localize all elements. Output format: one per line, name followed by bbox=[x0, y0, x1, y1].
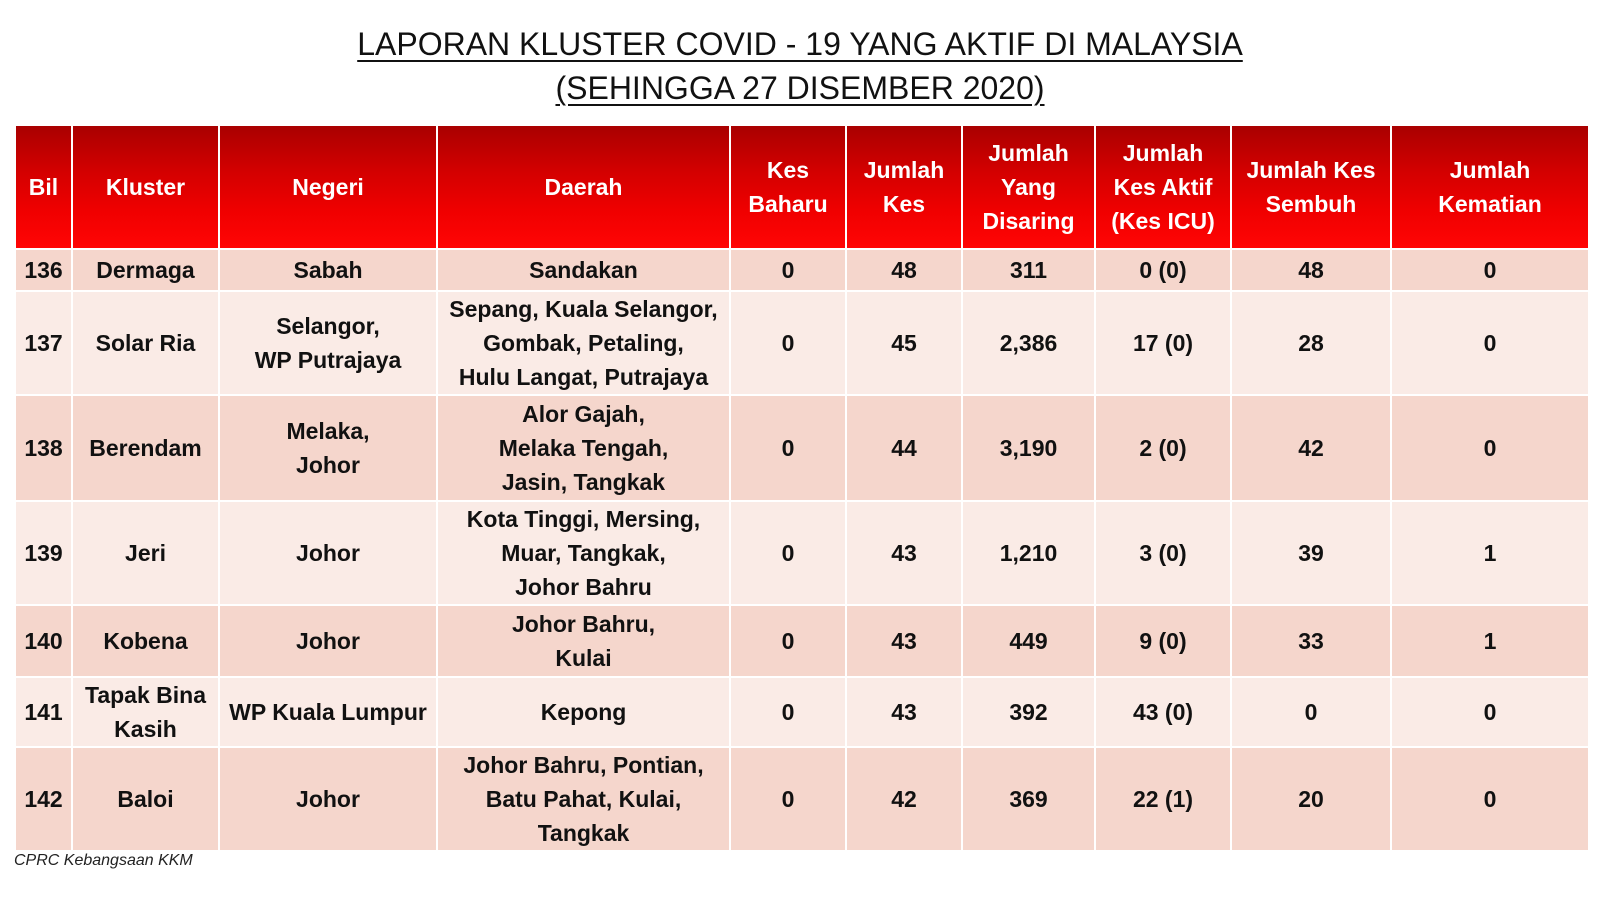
cell-sembuh: 20 bbox=[1231, 747, 1391, 851]
cell-daerah bbox=[437, 291, 730, 395]
cell-sembuh: 0 bbox=[1231, 677, 1391, 747]
cell-disaring: 311 bbox=[962, 249, 1095, 291]
report-title bbox=[0, 22, 1600, 110]
cell-kluster bbox=[72, 605, 219, 677]
cell-kes-baharu: 0 bbox=[730, 249, 846, 291]
cell-bil: 141 bbox=[15, 677, 72, 747]
cell-bil: 139 bbox=[15, 501, 72, 605]
cell-sembuh: 48 bbox=[1231, 249, 1391, 291]
header-kluster: Kluster bbox=[72, 125, 219, 249]
cell-aktif: 0 (0) bbox=[1095, 249, 1231, 291]
cell-text-line: Selangor, bbox=[276, 313, 380, 339]
cell-daerah bbox=[437, 501, 730, 605]
cell-text-line: Kes bbox=[766, 157, 810, 183]
cell-text-line: WP Putrajaya bbox=[254, 347, 402, 373]
cell-text-line: Baharu bbox=[748, 191, 828, 217]
cluster-table bbox=[14, 124, 1590, 852]
cell-bil: 142 bbox=[15, 747, 72, 851]
cell-text-line: Kota Tinggi, Mersing, bbox=[466, 506, 701, 532]
table-row bbox=[15, 249, 1589, 291]
cell-jumlah-kes: 45 bbox=[846, 291, 962, 395]
table-row bbox=[15, 747, 1589, 851]
header-jumlah-kematian bbox=[1391, 125, 1589, 249]
cell-text-line: WP Kuala Lumpur bbox=[229, 699, 427, 725]
cell-negeri bbox=[219, 395, 437, 501]
cell-text-line: Solar Ria bbox=[95, 330, 196, 356]
cell-negeri bbox=[219, 605, 437, 677]
cell-text-line: Jumlah bbox=[863, 157, 945, 183]
cell-text-line: Kematian bbox=[1438, 191, 1542, 217]
cell-text-line: Johor Bahru bbox=[515, 574, 652, 600]
cell-jumlah-kes: 43 bbox=[846, 501, 962, 605]
cell-sembuh: 42 bbox=[1231, 395, 1391, 501]
cell-jumlah-kes: 43 bbox=[846, 677, 962, 747]
cell-text-line: Melaka, bbox=[286, 418, 370, 444]
cell-daerah bbox=[437, 677, 730, 747]
cell-text-line: Melaka Tengah, bbox=[498, 435, 669, 461]
cell-text-line: Sandakan bbox=[529, 257, 638, 283]
cell-text-line: Jumlah bbox=[1449, 157, 1531, 183]
cell-aktif: 22 (1) bbox=[1095, 747, 1231, 851]
cell-text-line: Johor Bahru, bbox=[511, 611, 656, 637]
cell-text-line: Kepong bbox=[540, 699, 627, 725]
cell-text-line: Tangkak bbox=[537, 820, 630, 846]
title-line-1: LAPORAN KLUSTER COVID - 19 YANG AKTIF DI MALAYSIA bbox=[357, 26, 1243, 62]
cell-disaring: 392 bbox=[962, 677, 1095, 747]
source-note: CPRC Kebangsaan KKM bbox=[14, 852, 193, 869]
cell-jumlah-kes: 44 bbox=[846, 395, 962, 501]
cell-text-line: Jasin, Tangkak bbox=[501, 469, 666, 495]
cell-text-line: Kasih bbox=[114, 716, 177, 742]
cell-disaring: 1,210 bbox=[962, 501, 1095, 605]
cell-kematian: 1 bbox=[1391, 605, 1589, 677]
cell-kematian: 0 bbox=[1391, 291, 1589, 395]
cell-jumlah-kes: 42 bbox=[846, 747, 962, 851]
cell-kes-baharu: 0 bbox=[730, 291, 846, 395]
cell-kluster bbox=[72, 395, 219, 501]
header-jumlah-sembuh bbox=[1231, 125, 1391, 249]
cell-text-line: Kobena bbox=[103, 628, 188, 654]
cell-text-line: Batu Pahat, Kulai, bbox=[485, 786, 682, 812]
cell-kluster bbox=[72, 747, 219, 851]
header-jumlah-disaring bbox=[962, 125, 1095, 249]
cell-bil: 136 bbox=[15, 249, 72, 291]
header-jumlah-kes bbox=[846, 125, 962, 249]
cell-negeri bbox=[219, 677, 437, 747]
cell-text-line: Sepang, Kuala Selangor, bbox=[449, 296, 718, 322]
cell-text-line: Johor bbox=[296, 540, 360, 566]
cell-kes-baharu: 0 bbox=[730, 605, 846, 677]
cell-kes-baharu: 0 bbox=[730, 747, 846, 851]
cell-sembuh: 28 bbox=[1231, 291, 1391, 395]
cell-text-line: Berendam bbox=[89, 435, 202, 461]
cell-text-line: Baloi bbox=[117, 786, 174, 812]
cell-disaring: 369 bbox=[962, 747, 1095, 851]
cell-kluster bbox=[72, 249, 219, 291]
cell-text-line: Disaring bbox=[982, 208, 1075, 234]
header-negeri: Negeri bbox=[219, 125, 437, 249]
cell-bil: 138 bbox=[15, 395, 72, 501]
header-bil: Bil bbox=[15, 125, 72, 249]
table-row bbox=[15, 501, 1589, 605]
cell-text-line: Jumlah bbox=[988, 140, 1069, 166]
cell-kematian: 0 bbox=[1391, 677, 1589, 747]
cell-disaring: 3,190 bbox=[962, 395, 1095, 501]
cell-text-line: Hulu Langat, Putrajaya bbox=[458, 364, 709, 390]
cell-text-line: Alor Gajah, bbox=[522, 401, 645, 427]
cell-text-line: Kes Aktif bbox=[1113, 174, 1213, 200]
cell-daerah bbox=[437, 605, 730, 677]
cell-text-line: Sabah bbox=[293, 257, 363, 283]
cell-text-line: Jumlah bbox=[1122, 140, 1204, 166]
cell-kes-baharu: 0 bbox=[730, 501, 846, 605]
cell-bil: 140 bbox=[15, 605, 72, 677]
cell-text-line: Jeri bbox=[125, 540, 166, 566]
cell-kluster bbox=[72, 291, 219, 395]
cell-aktif: 9 (0) bbox=[1095, 605, 1231, 677]
cell-aktif: 2 (0) bbox=[1095, 395, 1231, 501]
cell-text-line: Kulai bbox=[555, 645, 612, 671]
cell-disaring: 449 bbox=[962, 605, 1095, 677]
cell-negeri bbox=[219, 249, 437, 291]
header-kes-baharu bbox=[730, 125, 846, 249]
cell-kematian: 0 bbox=[1391, 747, 1589, 851]
cell-jumlah-kes: 48 bbox=[846, 249, 962, 291]
cell-text-line: Sembuh bbox=[1265, 191, 1357, 217]
table-row bbox=[15, 605, 1589, 677]
cell-text-line: Jumlah Kes bbox=[1246, 157, 1376, 183]
cell-negeri bbox=[219, 747, 437, 851]
cell-aktif: 17 (0) bbox=[1095, 291, 1231, 395]
cell-bil: 137 bbox=[15, 291, 72, 395]
table-row bbox=[15, 395, 1589, 501]
cell-kematian: 0 bbox=[1391, 395, 1589, 501]
cell-text-line: Kes bbox=[882, 191, 926, 217]
cell-negeri bbox=[219, 501, 437, 605]
cell-aktif: 3 (0) bbox=[1095, 501, 1231, 605]
cell-text-line: Muar, Tangkak, bbox=[501, 540, 666, 566]
cell-kematian: 0 bbox=[1391, 249, 1589, 291]
cell-text-line: Yang bbox=[1001, 174, 1056, 200]
cell-text-line: (Kes ICU) bbox=[1111, 208, 1215, 234]
table-row bbox=[15, 291, 1589, 395]
header-daerah: Daerah bbox=[437, 125, 730, 249]
cell-kes-baharu: 0 bbox=[730, 677, 846, 747]
cell-kematian: 1 bbox=[1391, 501, 1589, 605]
cell-aktif: 43 (0) bbox=[1095, 677, 1231, 747]
cell-sembuh: 33 bbox=[1231, 605, 1391, 677]
cell-text-line: Johor bbox=[296, 628, 360, 654]
cell-negeri bbox=[219, 291, 437, 395]
cell-daerah bbox=[437, 747, 730, 851]
header-jumlah-aktif bbox=[1095, 125, 1231, 249]
cell-daerah bbox=[437, 249, 730, 291]
cell-kes-baharu: 0 bbox=[730, 395, 846, 501]
cell-daerah bbox=[437, 395, 730, 501]
cell-text-line: Johor bbox=[296, 452, 360, 478]
cell-text-line: Johor bbox=[296, 786, 360, 812]
cell-text-line: Johor Bahru, Pontian, bbox=[463, 752, 704, 778]
cell-jumlah-kes: 43 bbox=[846, 605, 962, 677]
table-header-row bbox=[15, 125, 1589, 249]
cell-disaring: 2,386 bbox=[962, 291, 1095, 395]
cell-text-line: Dermaga bbox=[96, 257, 195, 283]
cell-text-line: Tapak Bina bbox=[85, 682, 206, 708]
cell-kluster bbox=[72, 677, 219, 747]
table-row bbox=[15, 677, 1589, 747]
cell-kluster bbox=[72, 501, 219, 605]
cell-sembuh: 39 bbox=[1231, 501, 1391, 605]
title-line-2: (SEHINGGA 27 DISEMBER 2020) bbox=[555, 70, 1045, 106]
cell-text-line: Gombak, Petaling, bbox=[483, 330, 684, 356]
